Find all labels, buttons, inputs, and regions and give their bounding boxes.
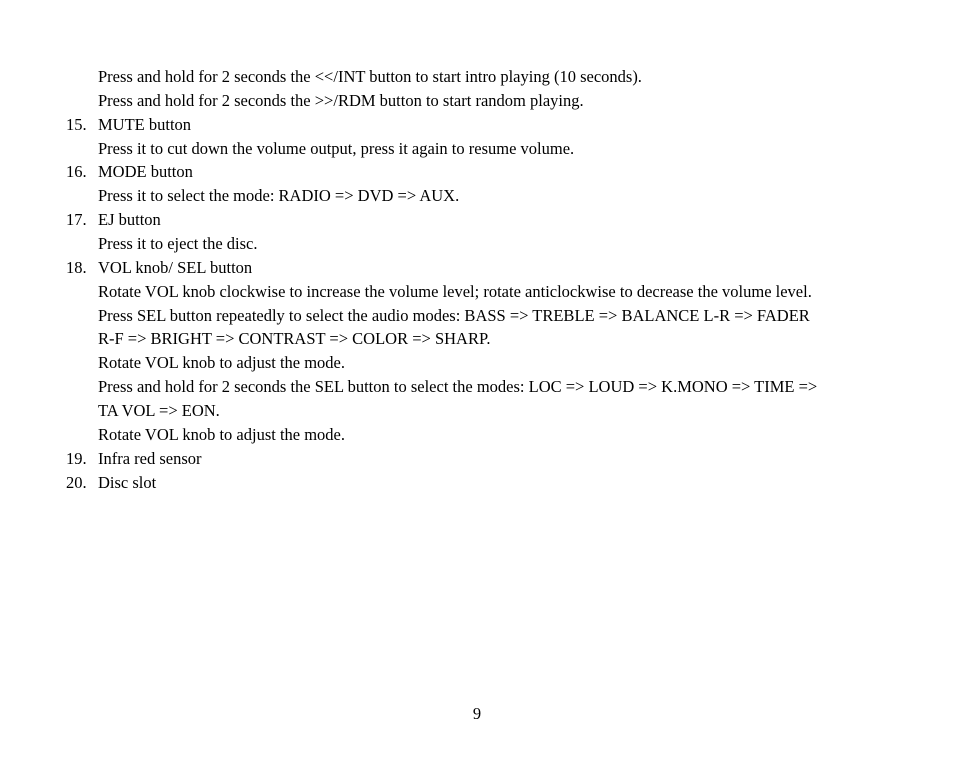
item-16-number: 16. [66,162,87,181]
item-18-title: VOL knob/ SEL button [98,258,253,277]
intro-line-2: Press and hold for 2 seconds the >>/RDM button to start random playing. [98,91,584,110]
item-18-desc-1: Rotate VOL knob clockwise to increase the volume level; rotate anticlockwise to decrease the volume level. [98,282,812,301]
item-19-number: 19. [66,449,87,468]
intro-line-1: Press and hold for 2 seconds the <</INT button to start intro playing (10 seconds). [98,67,642,86]
item-16-title: MODE button [98,162,193,181]
item-15-desc: Press it to cut down the volume output, press it again to resume volume. [98,139,575,158]
item-15-number: 15. [66,115,87,134]
item-18-desc-5: Press and hold for 2 seconds the SEL button to select the modes: LOC => LOUD => K.MONO => TIME => [98,377,818,396]
item-17-number: 17. [66,210,87,229]
item-18-desc-4: Rotate VOL knob to adjust the mode. [98,353,346,372]
item-17-title: EJ button [98,210,161,229]
item-19-title: Infra red sensor [98,449,202,468]
item-15-title: MUTE button [98,115,192,134]
item-17-desc: Press it to eject the disc. [98,234,258,253]
item-20-title: Disc slot [98,473,157,492]
item-20-number: 20. [66,473,87,492]
page-number: 9 [472,704,482,723]
item-18-desc-6: TA VOL => EON. [98,401,220,420]
item-18-desc-2: Press SEL button repeatedly to select the audio modes: BASS => TREBLE => BALANCE L-R => FADER [98,306,810,325]
item-16-desc: Press it to select the mode: RADIO => DVD => AUX. [98,186,460,205]
item-18-number: 18. [66,258,87,277]
item-18-desc-7: Rotate VOL knob to adjust the mode. [98,425,346,444]
item-18-desc-3: R-F => BRIGHT => CONTRAST => COLOR => SHARP. [98,329,491,348]
